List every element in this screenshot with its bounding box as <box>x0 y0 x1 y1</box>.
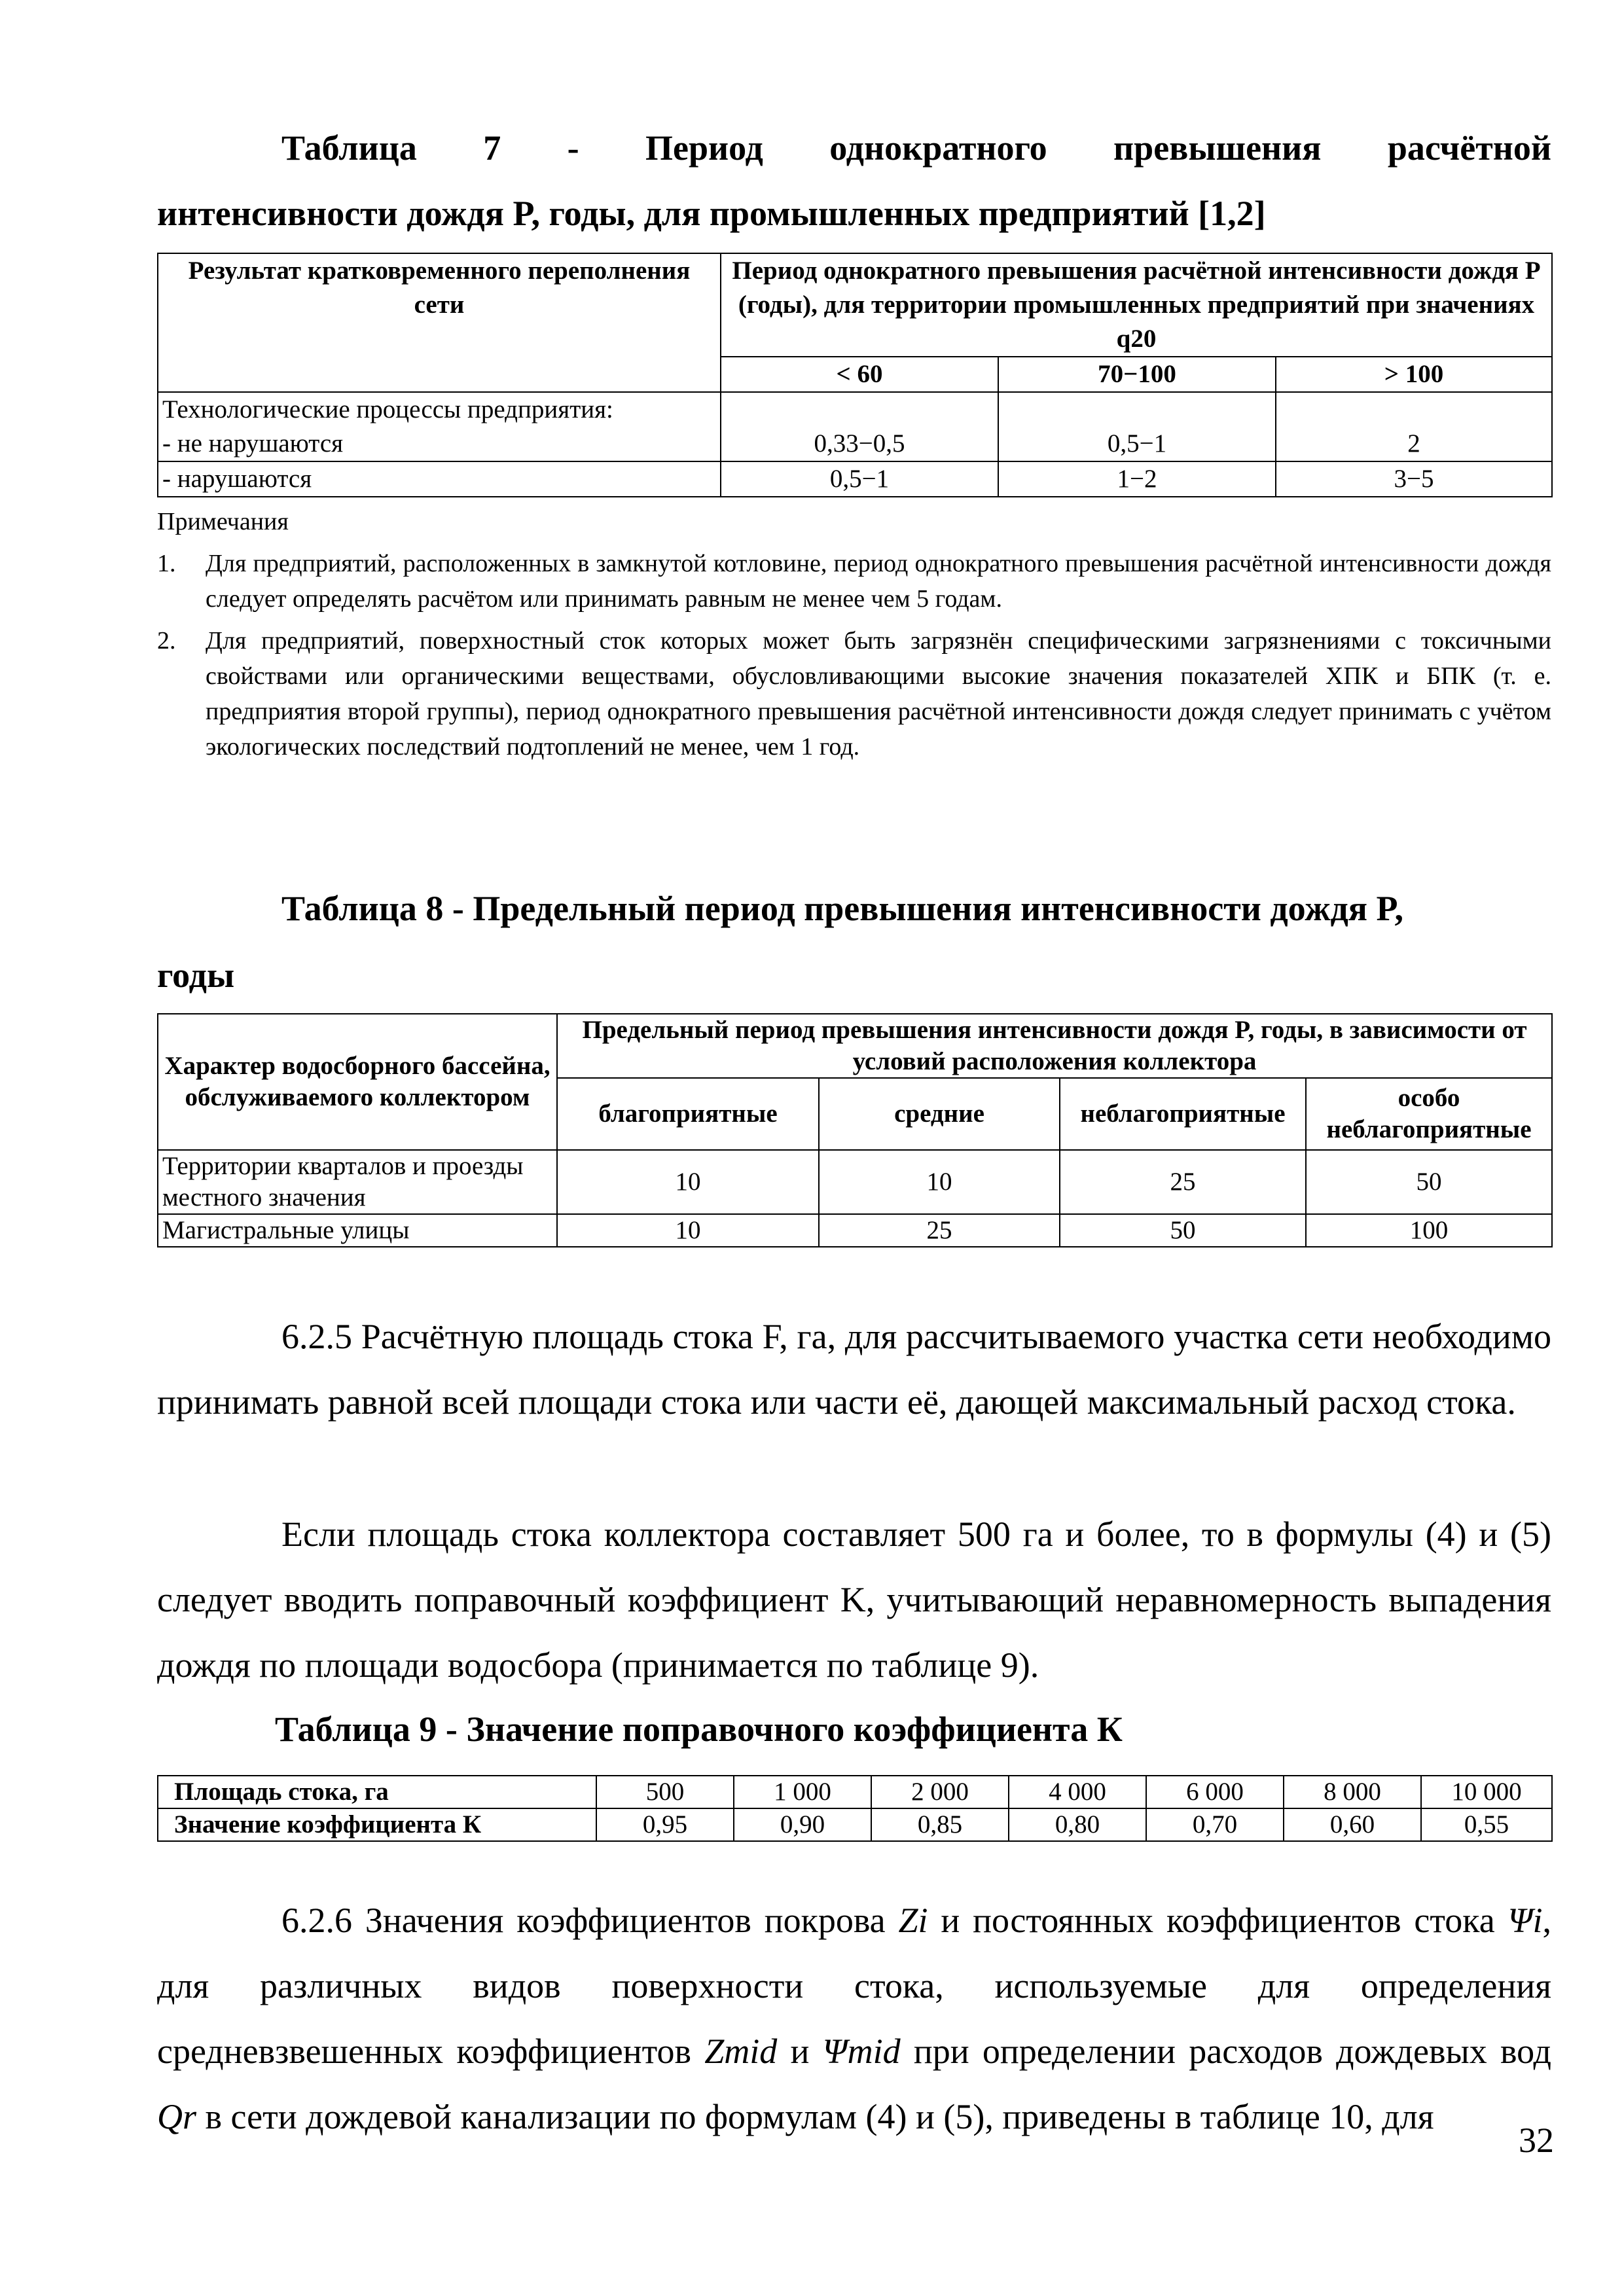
table7-caption-line1 <box>281 115 1551 181</box>
caption-word: 7 <box>483 128 501 168</box>
table7-notes <box>157 504 1551 764</box>
caption-word: однократного <box>829 128 1047 168</box>
table8-header-row <box>158 1014 1552 1078</box>
paragraph-6-2-6 <box>157 1888 1551 2149</box>
table8 <box>157 1013 1553 1247</box>
table-cell: 1−2 <box>998 461 1276 497</box>
table-cell: 10 <box>557 1150 819 1214</box>
table9-caption: Таблица 9 - Значение поправочного коэффициента К <box>275 1710 1123 1749</box>
table-cell: 0,33−0,5 <box>721 392 998 461</box>
table-cell: 8 000 <box>1284 1776 1421 1808</box>
table-cell: 0,70 <box>1146 1808 1284 1841</box>
note-number: 2. <box>157 627 176 655</box>
row-label-line: Технологические процессы предприятия: <box>162 395 613 423</box>
table-cell: 0,5−1 <box>721 461 998 497</box>
text-run: 6.2.6 Значения коэффициентов покрова <box>281 1901 899 1940</box>
table7-header-result: Результат кратковременного переполнения сети <box>158 253 721 392</box>
note-text: Для предприятий, расположенных в замкнутой котловине, период однократного превышения расчётной интенсивности дождя следует определять расчётом или принимать равным не менее чем 5 годам. <box>206 550 1551 613</box>
table8-subheader: особо неблагоприятные <box>1306 1078 1552 1150</box>
table7-subheader: < 60 <box>721 357 998 392</box>
symbol-psi-i: Ψi <box>1507 1901 1543 1940</box>
table-cell: 25 <box>819 1214 1060 1247</box>
table8-subheader: благоприятные <box>557 1078 819 1150</box>
table8-row-label: Территории кварталов и проезды местного значения <box>158 1150 557 1214</box>
table7 <box>157 253 1553 497</box>
table-row <box>158 1214 1552 1247</box>
table7-subheader: 70−100 <box>998 357 1276 392</box>
table-row <box>158 461 1552 497</box>
page-number: 32 <box>1519 2121 1554 2160</box>
text-run: и <box>777 2032 823 2071</box>
table-cell: 100 <box>1306 1214 1552 1247</box>
table9-row-label: Значение коэффициента К <box>158 1808 596 1841</box>
table8-caption-line2: годы <box>157 956 235 995</box>
table7-caption-line2: интенсивности дождя P, годы, для промышленных предприятий [1,2] <box>157 194 1266 233</box>
paragraph-6-2-5-continued: Если площадь стока коллектора составляет 500 га и более, то в формулы (4) и (5) следует вводить поправочный коэффициент K, учитывающий неравномерность выпадения дождя по площади водосбора (принимается по таблице 9). <box>157 1515 1551 1685</box>
table8-subheader: неблагоприятные <box>1060 1078 1306 1150</box>
table8-header-period: Предельный период превышения интенсивности дождя P, годы, в зависимости от условий расположения коллектора <box>557 1014 1552 1078</box>
table7-header-period: Период однократного превышения расчётной интенсивности дождя P (годы), для территории промышленных предприятий при значениях q20 <box>721 253 1552 357</box>
caption-word: расчётной <box>1387 128 1551 168</box>
paragraph-6-2-5: 6.2.5 Расчётную площадь стока F, га, для рассчитываемого участка сети необходимо принимать равной всей площади стока или части её, дающей максимальный расход стока. <box>157 1317 1551 1422</box>
text-run: , для различных видов поверхности стока, используемые для определения средневзвешенных коэффициентов <box>157 1901 1551 2071</box>
table-cell: 0,95 <box>596 1808 734 1841</box>
table-cell: 0,85 <box>871 1808 1009 1841</box>
table-row <box>158 1150 1552 1214</box>
table8-caption-line1: Таблица 8 - Предельный период превышения интенсивности дождя P, <box>281 889 1404 928</box>
symbol-zi: Zi <box>898 1901 928 1940</box>
table-cell: 2 000 <box>871 1776 1009 1808</box>
table9-row-label: Площадь стока, га <box>158 1776 596 1808</box>
note-number: 1. <box>157 550 176 577</box>
table-cell: 0,55 <box>1421 1808 1552 1841</box>
table8-header-basin: Характер водосборного бассейна, обслуживаемого коллектором <box>158 1014 557 1150</box>
table-cell: 6 000 <box>1146 1776 1284 1808</box>
caption-word: Таблица <box>281 128 417 168</box>
text-run: в сети дождевой канализации по формулам (4) и (5), приведены в таблице 10, для <box>196 2097 1434 2136</box>
notes-title: Примечания <box>157 508 289 535</box>
text-run: при определении расходов дождевых вод <box>900 2032 1551 2071</box>
note-item <box>157 546 1551 617</box>
table7-subheader: > 100 <box>1276 357 1552 392</box>
symbol-psi-mid: Ψmid <box>822 2032 901 2071</box>
note-text: Для предприятий, поверхностный сток которых может быть загрязнён специфическими загрязнениями с токсичными свойствами или органическими веществами, обусловливающими высокие значения показателей ХПК и БПК (т. е. предприятия второй группы), период однократного превышения расчётной интенсивности дождя следует принимать с учётом экологических последствий подтоплений не менее, чем 1 год. <box>206 627 1551 761</box>
table8-subheader: средние <box>819 1078 1060 1150</box>
caption-word: - <box>567 128 579 168</box>
table-row <box>158 1808 1552 1841</box>
table-cell: 0,5−1 <box>998 392 1276 461</box>
table-cell: 50 <box>1306 1150 1552 1214</box>
table-cell: 10 <box>819 1150 1060 1214</box>
table-cell: 0,80 <box>1009 1808 1146 1841</box>
table-cell: 500 <box>596 1776 734 1808</box>
table-cell: 50 <box>1060 1214 1306 1247</box>
table-cell: 10 000 <box>1421 1776 1552 1808</box>
caption-word: Период <box>645 128 763 168</box>
table-cell: 1 000 <box>734 1776 871 1808</box>
symbol-q-r: Qr <box>157 2097 197 2136</box>
table7-header-row <box>158 253 1552 357</box>
symbol-z-mid: Zmid <box>704 2032 778 2071</box>
row-label-line: - не нарушаются <box>162 429 344 457</box>
caption-word: превышения <box>1113 128 1322 168</box>
table-cell: 2 <box>1276 392 1552 461</box>
table-cell: 25 <box>1060 1150 1306 1214</box>
table7-row-label: - нарушаются <box>158 461 721 497</box>
table-cell: 10 <box>557 1214 819 1247</box>
table-cell: 4 000 <box>1009 1776 1146 1808</box>
table-row <box>158 1776 1552 1808</box>
note-item <box>157 623 1551 764</box>
table-cell: 0,90 <box>734 1808 871 1841</box>
table8-row-label: Магистральные улицы <box>158 1214 557 1247</box>
table-cell: 0,60 <box>1284 1808 1421 1841</box>
text-run: и постоянных коэффициентов стока <box>928 1901 1508 1940</box>
table7-row-label <box>158 392 721 461</box>
table-cell: 3−5 <box>1276 461 1552 497</box>
table9 <box>157 1775 1553 1842</box>
table-row <box>158 392 1552 461</box>
